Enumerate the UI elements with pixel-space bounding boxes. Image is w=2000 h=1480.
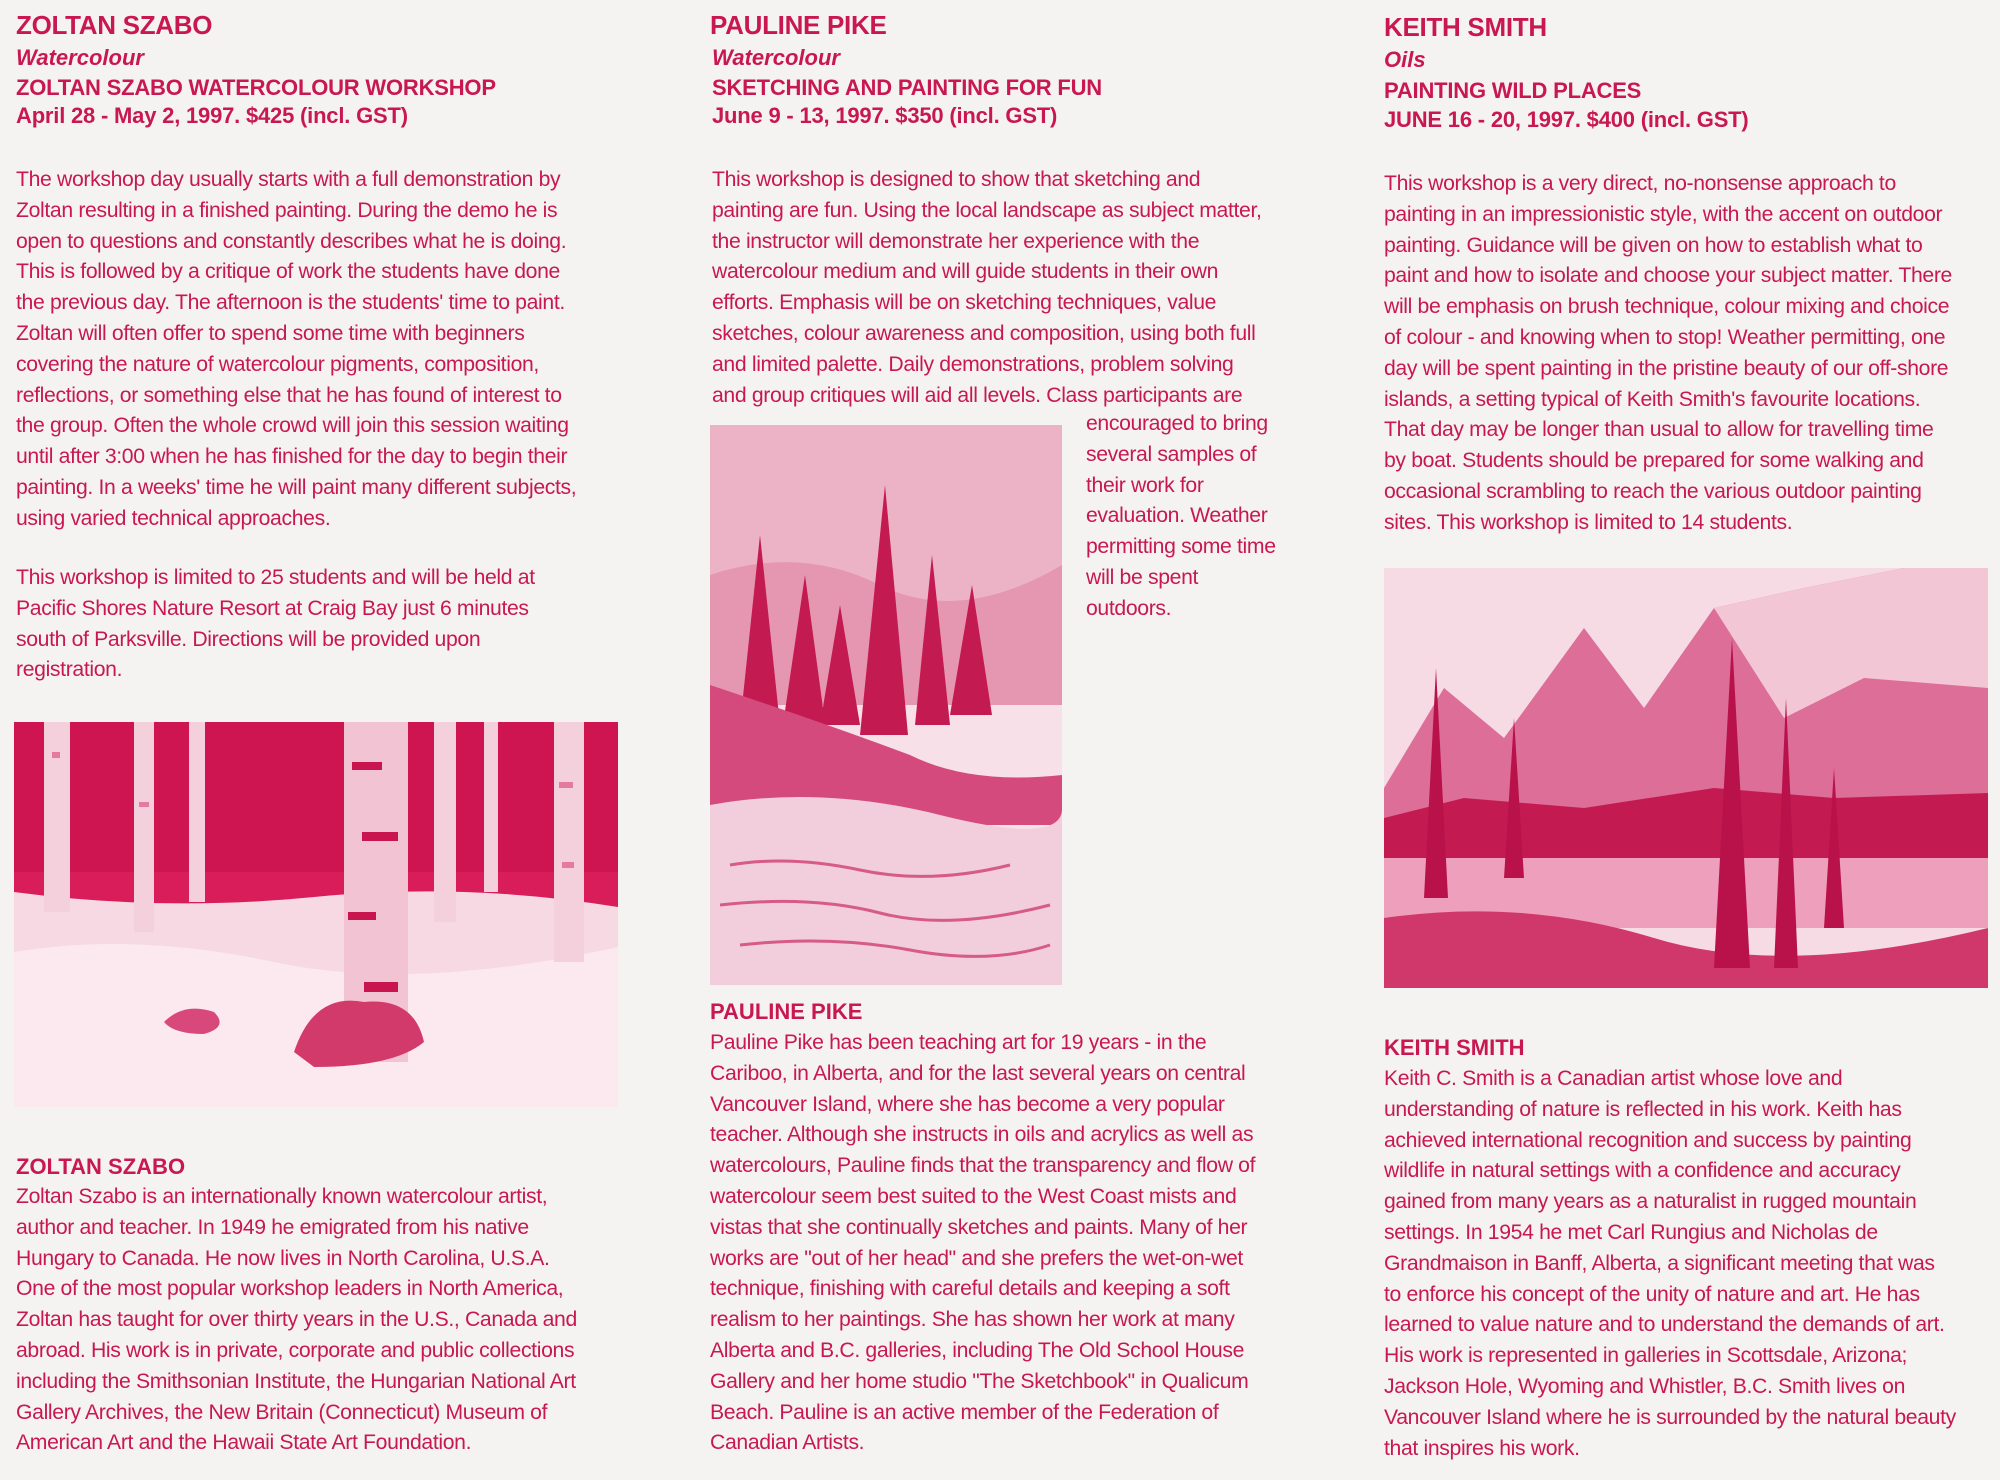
text-line: will be spent [1086, 565, 1199, 589]
text-line: Beach. Pauline is an active member of the Federation of [710, 1400, 1219, 1424]
text-line: watercolours, Pauline finds that the transparency and flow of [710, 1154, 1256, 1178]
workshop-description [712, 165, 1262, 411]
text-line: This is followed by a critique of work the students have done [16, 260, 560, 284]
artist-name: PAULINE PIKE [710, 10, 887, 40]
text-line: This workshop is limited to 25 students and will be held at [16, 566, 535, 589]
text-line: Vancouver Island where he is surrounded by the natural beauty [1384, 1405, 1956, 1429]
workshop-title: SKETCHING AND PAINTING FOR FUN [712, 75, 1102, 100]
text-line: watercolour seem best suited to the West Coast mists and [710, 1184, 1237, 1208]
text-line: Vancouver Island, where she has become a very popular [710, 1092, 1225, 1116]
text-line: covering the nature of watercolour pigments, composition, [16, 352, 539, 376]
text-line: painting are fun. Using the local landscape as subject matter, [712, 198, 1262, 222]
text-line: Gallery Archives, the New Britain (Connecticut) Museum of [16, 1400, 548, 1424]
text-line: occasional scrambling to reach the various outdoor painting [1384, 479, 1922, 503]
text-line: until after 3:00 when he has finished for the day to begin their [16, 445, 568, 469]
text-line: painting. In a weeks' time he will paint many different subjects, [16, 475, 577, 499]
text-line: and limited palette. Daily demonstrations, problem solving [712, 352, 1234, 376]
text-line: painting. Guidance will be given on how to establish what to [1384, 233, 1923, 257]
text-line: by boat. Students should be prepared for some walking and [1384, 449, 1924, 473]
text-line: vistas that she continually sketches and paints. Many of her [710, 1215, 1248, 1239]
text-line: Zoltan resulting in a finished painting. During the demo he is [16, 198, 558, 222]
text-line: author and teacher. In 1949 he emigrated from his native [16, 1215, 529, 1239]
text-line: His work is represented in galleries in Scottsdale, Arizona; [1384, 1344, 1908, 1368]
text-line: to enforce his concept of the unity of nature and art. He has [1384, 1282, 1920, 1306]
text-line: sketches, colour awareness and composition, using both full [712, 321, 1256, 345]
text-line: sites. This workshop is limited to 14 students. [1384, 510, 1793, 534]
workshop-description-wrap [1086, 409, 1276, 625]
text-line: achieved international recognition and success by painting [1384, 1128, 1912, 1152]
text-line: realism to her paintings. She has shown her work at many [710, 1308, 1235, 1332]
painting-birch-forest [14, 722, 618, 1107]
workshop-description [1384, 169, 1952, 539]
text-line: This workshop is a very direct, no-nonsense approach to [1384, 172, 1896, 195]
text-line: several samples of [1086, 442, 1257, 466]
bio-heading: PAULINE PIKE [710, 999, 863, 1024]
text-line: Keith C. Smith is a Canadian artist whose love and [1384, 1067, 1843, 1090]
text-line: the previous day. The afternoon is the students' time to paint. [16, 291, 565, 315]
text-line: settings. In 1954 he met Carl Rungius and Nicholas de [1384, 1220, 1878, 1244]
text-line: The workshop day usually starts with a full demonstration by [16, 168, 561, 191]
workshop-dates-price: June 9 - 13, 1997. $350 (incl. GST) [712, 103, 1058, 128]
workshop-title: PAINTING WILD PLACES [1384, 78, 1642, 103]
text-line: That day may be longer than usual to allow for travelling time [1384, 418, 1934, 442]
text-line: One of the most popular workshop leaders in North America, [16, 1277, 564, 1301]
text-line: painting in an impressionistic style, with the accent on outdoor [1384, 202, 1943, 226]
text-line: efforts. Emphasis will be on sketching techniques, value [712, 291, 1217, 315]
text-line: Gallery and her home studio "The Sketchbook" in Qualicum [710, 1369, 1249, 1393]
text-line: paint and how to isolate and choose your subject matter. There [1384, 264, 1952, 288]
text-line: day will be spent painting in the pristine beauty of our off-shore [1384, 356, 1949, 380]
text-line: will be emphasis on brush technique, colour mixing and choice [1384, 295, 1950, 319]
text-line: Alberta and B.C. galleries, including The Old School House [710, 1338, 1245, 1362]
painting-mountain-lake [1384, 568, 1988, 988]
text-line: permitting some time [1086, 535, 1276, 559]
text-line: Jackson Hole, Wyoming and Whistler, B.C. Smith lives on [1384, 1374, 1906, 1398]
text-line: Zoltan has taught for over thirty years in the U.S., Canada and [16, 1308, 577, 1332]
painting-misty-forest [710, 425, 1062, 985]
text-line: Grandmaison in Banff, Alberta, a significant meeting that was [1384, 1251, 1935, 1275]
text-line: registration. [16, 658, 123, 682]
text-line: This workshop is designed to show that sketching and [712, 168, 1201, 191]
text-line: using varied technical approaches. [16, 506, 331, 530]
text-line: technique, finishing with careful details and keeping a soft [710, 1277, 1230, 1301]
text-line: evaluation. Weather [1086, 504, 1268, 528]
text-line: Pauline Pike has been teaching art for 19 years - in the [710, 1031, 1207, 1054]
text-line: understanding of nature is reflected in his work. Keith has [1384, 1097, 1902, 1121]
text-line: gained from many years as a naturalist in rugged mountain [1384, 1190, 1917, 1214]
text-line: including the Smithsonian Institute, the Hungarian National Art [16, 1369, 576, 1393]
text-line: Canadian Artists. [710, 1431, 865, 1455]
artist-name: KEITH SMITH [1384, 12, 1547, 42]
text-line: the group. Often the whole crowd will join this session waiting [16, 414, 569, 438]
text-line: encouraged to bring [1086, 412, 1268, 435]
workshop-details [16, 563, 535, 686]
workshop-title: ZOLTAN SZABO WATERCOLOUR WORKSHOP [16, 75, 496, 100]
workshop-dates-price: JUNE 16 - 20, 1997. $400 (incl. GST) [1384, 107, 1749, 132]
text-line: of colour - and knowing when to stop! Weather permitting, one [1384, 325, 1946, 349]
text-line: the instructor will demonstrate her experience with the [712, 229, 1200, 253]
text-line: south of Parksville. Directions will be provided upon [16, 627, 481, 651]
text-line: and group critiques will aid all levels. Class participants are [712, 383, 1243, 407]
text-line: that inspires his work. [1384, 1436, 1580, 1460]
artist-bio [1384, 1064, 1956, 1464]
artist-name: ZOLTAN SZABO [16, 10, 213, 40]
medium: Watercolour [712, 45, 840, 70]
medium: Oils [1384, 47, 1426, 72]
artist-bio [710, 1028, 1255, 1459]
text-line: outdoors. [1086, 596, 1172, 620]
text-line: wildlife in natural settings with a confidence and accuracy [1384, 1159, 1901, 1183]
text-line: works are "out of her head" and she prefers the wet-on-wet [710, 1246, 1243, 1270]
text-line: Zoltan Szabo is an internationally known watercolour artist, [16, 1185, 548, 1208]
artist-bio [16, 1182, 577, 1459]
text-line: islands, a setting typical of Keith Smith's favourite locations. [1384, 387, 1921, 411]
workshop-dates-price: April 28 - May 2, 1997. $425 (incl. GST) [16, 103, 408, 128]
bio-heading: KEITH SMITH [1384, 1035, 1525, 1060]
text-line: Cariboo, in Alberta, and for the last several years on central [710, 1061, 1246, 1085]
text-line: open to questions and constantly describes what he is doing. [16, 229, 567, 253]
medium: Watercolour [16, 45, 144, 70]
text-line: Zoltan will often offer to spend some time with beginners [16, 321, 525, 345]
workshop-description [16, 165, 576, 535]
text-line: teacher. Although she instructs in oils and acrylics as well as [710, 1123, 1254, 1147]
text-line: American Art and the Hawaii State Art Foundation. [16, 1431, 472, 1455]
text-line: Pacific Shores Nature Resort at Craig Bay just 6 minutes [16, 596, 529, 620]
text-line: watercolour medium and will guide students in their own [712, 260, 1218, 284]
bio-heading: ZOLTAN SZABO [16, 1154, 186, 1179]
text-line: learned to value nature and to understand the demands of art. [1384, 1313, 1945, 1337]
text-line: their work for [1086, 473, 1204, 497]
text-line: abroad. His work is in private, corporate and public collections [16, 1338, 575, 1362]
text-line: Hungary to Canada. He now lives in North Carolina, U.S.A. [16, 1246, 550, 1270]
text-line: reflections, or something else that he has found of interest to [16, 383, 562, 407]
